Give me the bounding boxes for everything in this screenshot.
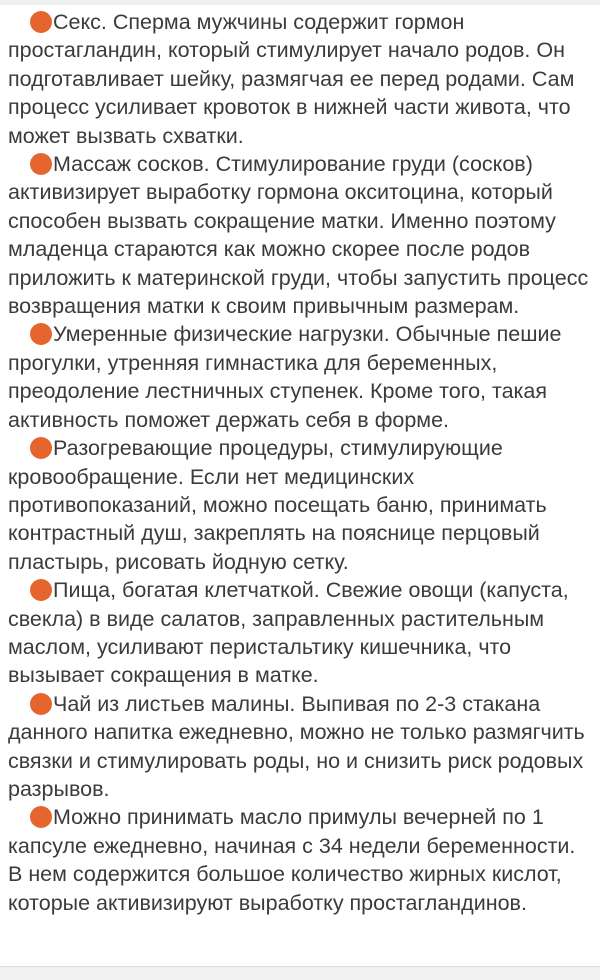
paragraph-text: Пища, богатая клетчаткой. Свежие овощи (капуста, свекла) в виде салатов, заправленных растительным маслом, усиливают перистальтику кишечника, что вызывает сокращения в матке.	[8, 578, 569, 688]
paragraph-text: Разогревающие процедуры, стимулирующие кровообращение. Если нет медицинских противопоказаний, можно посещать баню, принимать контрастный душ, закреплять на пояснице перцовый пластырь, рисовать йодную сетку.	[8, 436, 547, 574]
list-item	[8, 690, 592, 804]
list-item	[8, 320, 592, 434]
paragraph-text: Секс. Сперма мужчины содержит гормон простагландин, который стимулирует начало родов. Он подготавливает шейку, размягчая ее перед родами. Сам процесс усиливает кровоток в нижней части живота, что может вызвать схватки.	[8, 10, 575, 148]
list-item	[8, 434, 592, 576]
list-item	[8, 150, 592, 320]
bullet-icon	[30, 693, 52, 715]
paragraph-text: Чай из листьев малины. Выпивая по 2-3 стакана данного напитка ежедневно, можно не только размягчить связки и стимулировать роды, но и снизить риск родовых разрывов.	[8, 691, 585, 801]
bullet-icon	[30, 11, 52, 33]
list-item	[8, 8, 592, 150]
bottom-panel-edge	[0, 966, 600, 980]
paragraph-text: Массаж сосков. Стимулирование груди (сосков) активизирует выработку гормона окситоцина, который способен вызвать сокращение матки. Именно поэтому младенца стараются как можно скорее после родов приложить к материнской груди, чтобы запустить процесс возвращения матки к своим привычным размерам.	[8, 152, 589, 319]
list-item	[8, 576, 592, 690]
bullet-icon	[30, 323, 52, 345]
bullet-icon	[30, 437, 52, 459]
paragraph-text: Можно принимать масло примулы вечерней по 1 капсуле ежедневно, начиная с 34 недели беременности. В нем содержится большое количество жирных кислот, которые активизируют выработку простагландинов.	[8, 805, 576, 915]
article-body	[0, 5, 600, 917]
bullet-icon	[30, 579, 52, 601]
bullet-icon	[30, 153, 52, 175]
paragraph-text: Умеренные физические нагрузки. Обычные пешие прогулки, утренняя гимнастика для беременных, преодоление лестничных ступенек. Кроме того, такая активность поможет держать себя в форме.	[8, 322, 562, 432]
list-item	[8, 803, 592, 917]
bullet-icon	[30, 806, 52, 828]
